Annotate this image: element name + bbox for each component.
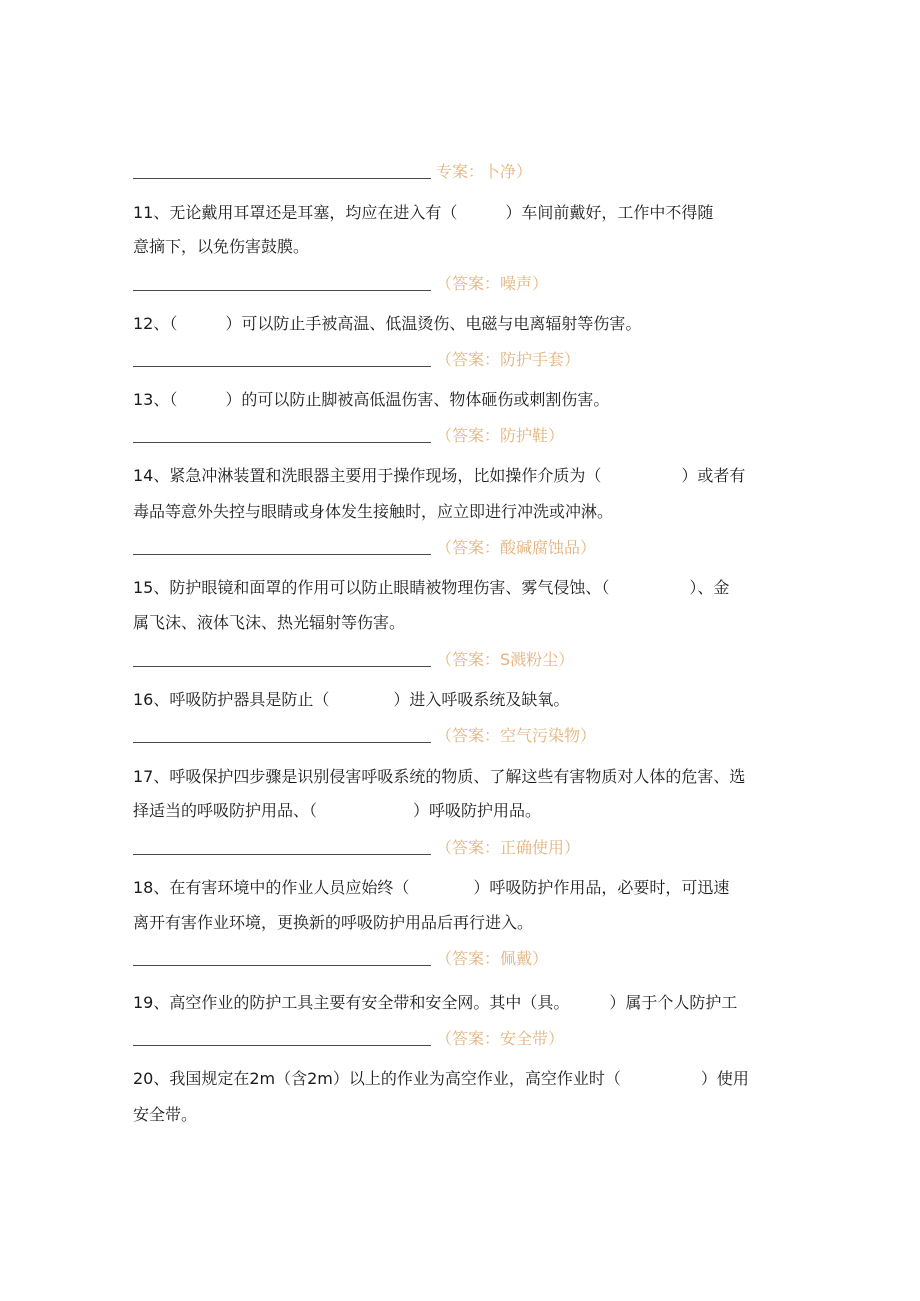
question-20-line-1: 20、我国规定在2m（含2m）以上的作业为高空作业，高空作业时（ ）使用 [133,1069,749,1088]
answer-19: （答案：安全带） [436,1029,565,1048]
answer-14: （答案：酸碱腐蚀品） [436,538,597,557]
answer-blank-line [133,178,431,179]
answer-17: （答案：正确使用） [436,838,581,857]
answer-blank-line [133,442,431,443]
question-11-line-1: 11、无论戴用耳罩还是耳塞，均应在进入有（ ）车间前戴好，工作中不得随 [133,203,714,222]
answer-blank-line [133,742,431,743]
question-18-line-2: 离开有害作业环境，更换新的呼吸防护用品后再行进入。 [133,913,534,932]
question-20-line-2: 安全带。 [133,1105,198,1124]
question-19-line-1: 19、高空作业的防护工具主要有安全带和安全网。其中（具。 ）属于个人防护工 [133,993,738,1012]
question-16-line-1: 16、呼吸防护器具是防止（ ）进入呼吸系统及缺氧。 [133,690,570,709]
answer-blank-line [133,366,431,367]
question-14-line-2: 毒品等意外失控与眼睛或身体发生接触时，应立即进行冲洗或冲淋。 [133,502,614,521]
question-13-line-1: 13、（ ）的可以防止脚被高低温伤害、物体砸伤或刺割伤害。 [133,390,610,409]
question-17-line-1: 17、呼吸保护四步骤是识别侵害呼吸系统的物质、了解这些有害物质对人体的危害、选 [133,767,746,786]
question-11-line-2: 意摘下，以免伤害鼓膜。 [133,237,310,256]
question-15-line-2: 属飞沫、液体飞沫、热光辐射等伤害。 [133,613,406,632]
question-14-line-1: 14、紧急冲淋装置和洗眼器主要用于操作现场，比如操作介质为（ ）或者有 [133,466,746,485]
answer-text: 专案：卜净） [436,162,533,181]
answer-16: （答案：空气污染物） [436,726,597,745]
answer-blank-line [133,965,431,966]
answer-13: （答案：防护鞋） [436,426,565,445]
answer-blank-line [133,1045,431,1046]
answer-12: （答案：防护手套） [436,350,581,369]
answer-15: （答案：S溅粉尘） [436,650,575,669]
answer-11: （答案：噪声） [436,274,549,293]
answer-18: （答案：佩戴） [436,949,549,968]
question-17-line-2: 择适当的呼吸防护用品、（ ）呼吸防护用品。 [133,801,542,820]
answer-blank-line [133,554,431,555]
question-15-line-1: 15、防护眼镜和面罩的作用可以防止眼睛被物理伤害、雾气侵蚀、（ ）、金 [133,578,730,597]
question-18-line-1: 18、在有害环境中的作业人员应始终（ ）呼吸防护作用品，必要时，可迅速 [133,878,730,897]
question-12-line-1: 12、（ ）可以防止手被高温、低温烫伤、电磁与电离辐射等伤害。 [133,314,642,333]
answer-blank-line [133,666,431,667]
answer-blank-line [133,290,431,291]
answer-blank-line [133,854,431,855]
